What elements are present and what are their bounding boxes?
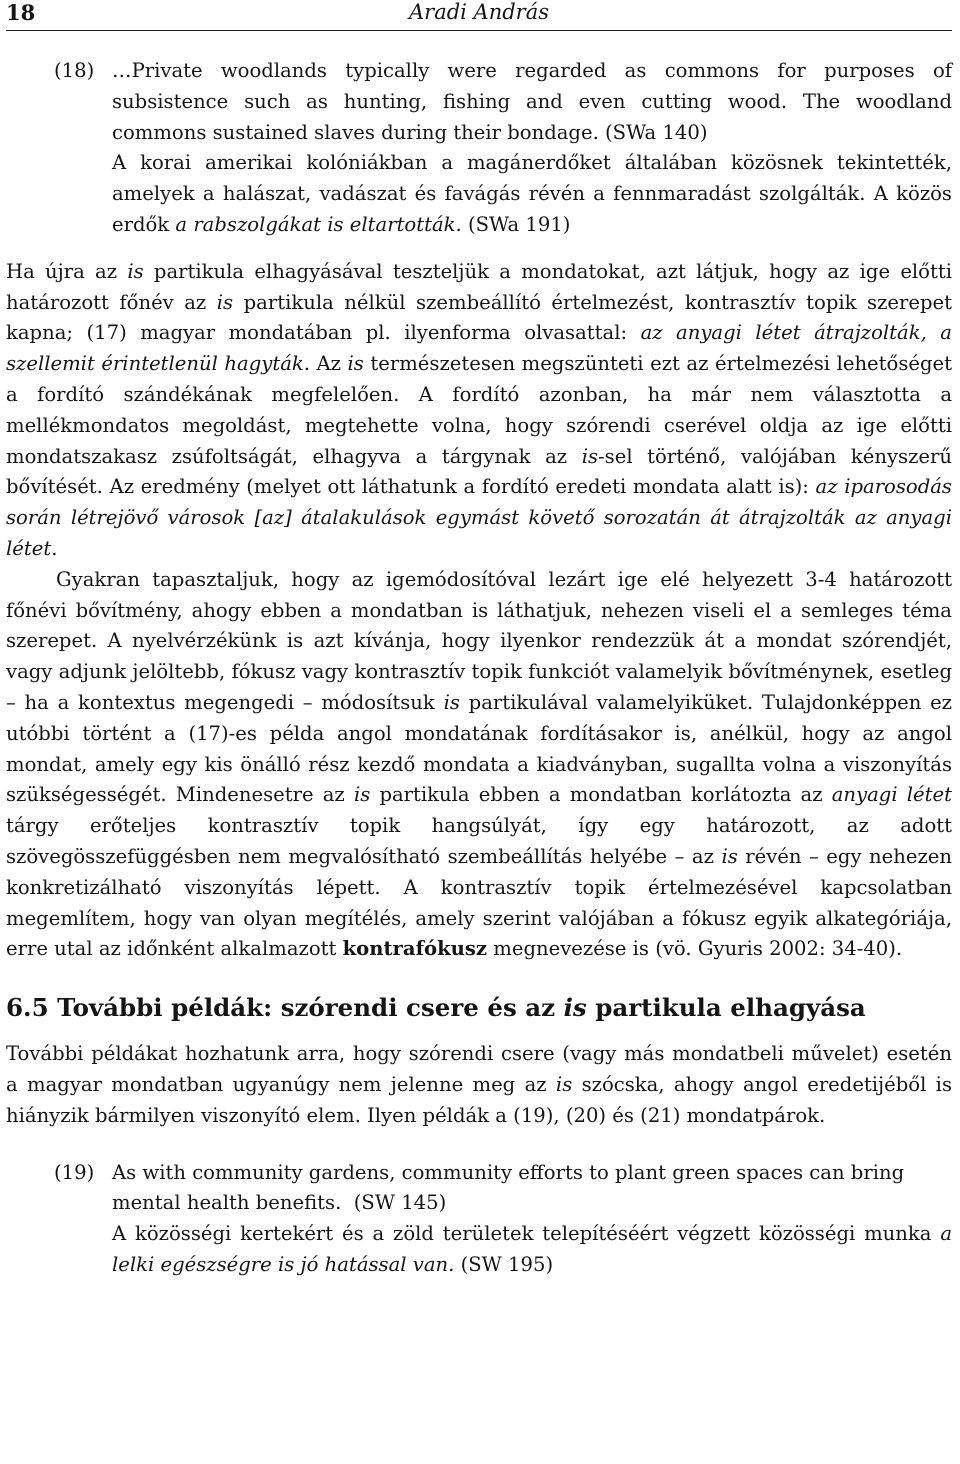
body-paragraph-1: Ha újra az is partikula elhagyásával teszteljük a mondatokat, azt látjuk, hogy az ige előtti határozott főnév az is partikula nélkül szembeállító értelmezést, kontrasztív topik szerepet kapna; (17) magyar mondatában pl. ilyenforma olvasattal: az anyagi létet átrajzolták, a szellemit érintetlenül hagyták. Az is természetesen megszünteti ezt az értelmezési lehetőséget a fordító szándékának megfelelően. A fordító azonban, ha már nem választotta a mellékmondatos megoldást, megtehette volna, hogy szórendi cserével oldja az ige előtti mondatszakasz zsúfoltságát, elhagyva a tárgynak az is-sel történő, valójában kényszerű bővítését. Az eredmény (melyet ott láthatunk a fordító eredeti mondata alatt is): az iparosodás során létrejövő városok [az] átalakulások egymást követő sorozatán át átrajzolták az anyagi létet. <box>6 259 952 560</box>
page-number: 18 <box>6 0 36 25</box>
section-heading: 6.5 További példák: szórendi csere és az is partikula elhagyása <box>6 993 866 1023</box>
example-18 <box>6 56 952 241</box>
example-18-hungarian: A korai amerikai kolóniákban a magánerdőket általában közösnek tekintették, amelyek a halászat, vadászat és favágás révén a fennmaradást szolgálták. A közös erdők a rabszolgákat is eltartották. (SWa 191) <box>112 151 952 236</box>
running-head-author: Aradi András <box>408 0 550 24</box>
page-body <box>6 56 952 1281</box>
example-19 <box>6 1158 952 1281</box>
example-19-label: (19) <box>54 1160 95 1184</box>
example-18-label: (18) <box>54 59 95 82</box>
running-header <box>6 0 952 31</box>
body-paragraph-2: Gyakran tapasztaljuk, hogy az igemódosítóval lezárt ige elé helyezett 3-4 határozott főnévi bővítmény, ahogy ebben a mondatban is láthatjuk, nehezen viseli el a semleges téma szerepet. A nyelvérzékünk is azt kívánja, hogy ilyenkor rendezzük át a mondat szórendjét, vagy adjunk jelöltebb, fókusz vagy kontrasztív topik funkciót valamelyik bővítménynek, esetleg – ha a kontextus megengedi – módosítsuk is partikulával valamelyiküket. Tulajdonképpen ez utóbbi történt a (17)-es példa angol mondatának fordításakor is, anélkül, hogy az angol mondat, amely egy kis önálló rész kezdő mondata a kiadványban, sugallta volna a viszonyítás szükségességét. Mindenesetre az is partikula ebben a mondatban korlátozta az anyagi létet tárgy erőteljes kontrasztív topik hangsúlyát, így egy határozott, az adott szövegösszefüggésben nem megvalósítható szembeállítás helyébe – az is révén – egy nehezen konkretizálható viszonyítás lépett. A kontrasztív topik értelmezésével kapcsolatban megemlítem, hogy van olyan megítélés, amely szerint valójában a fókusz egyik alkategóriája, erre utal az időnként alkalmazott kontrafókusz megnevezése is (vö. Gyuris 2002: 34-40). <box>6 567 952 961</box>
example-18-english: …Private woodlands typically were regarded as commons for purposes of subsistence such as hunting, fishing and even cutting wood. The woodland commons sustained slaves during their bondage. (SWa 140) <box>112 59 952 144</box>
body-paragraph-3: További példákat hozhatunk arra, hogy szórendi csere (vagy más mondatbeli művelet) esetén a magyar mondatban ugyanúgy nem jelenne meg az is szócska, ahogy angol eredetijéből is hiányzik bármilyen viszonyító elem. Ilyen példák a (19), (20) és (21) mondatpárok. <box>6 1042 952 1127</box>
example-19-english: As with community gardens, community efforts to plant green spaces can bring mental health benefits. (SW 145) <box>112 1160 905 1215</box>
example-19-hungarian: A közösségi kertekért és a zöld területek telepítéséért végzett közösségi munka a lelki egészségre is jó hatással van. (SW 195) <box>112 1222 952 1276</box>
